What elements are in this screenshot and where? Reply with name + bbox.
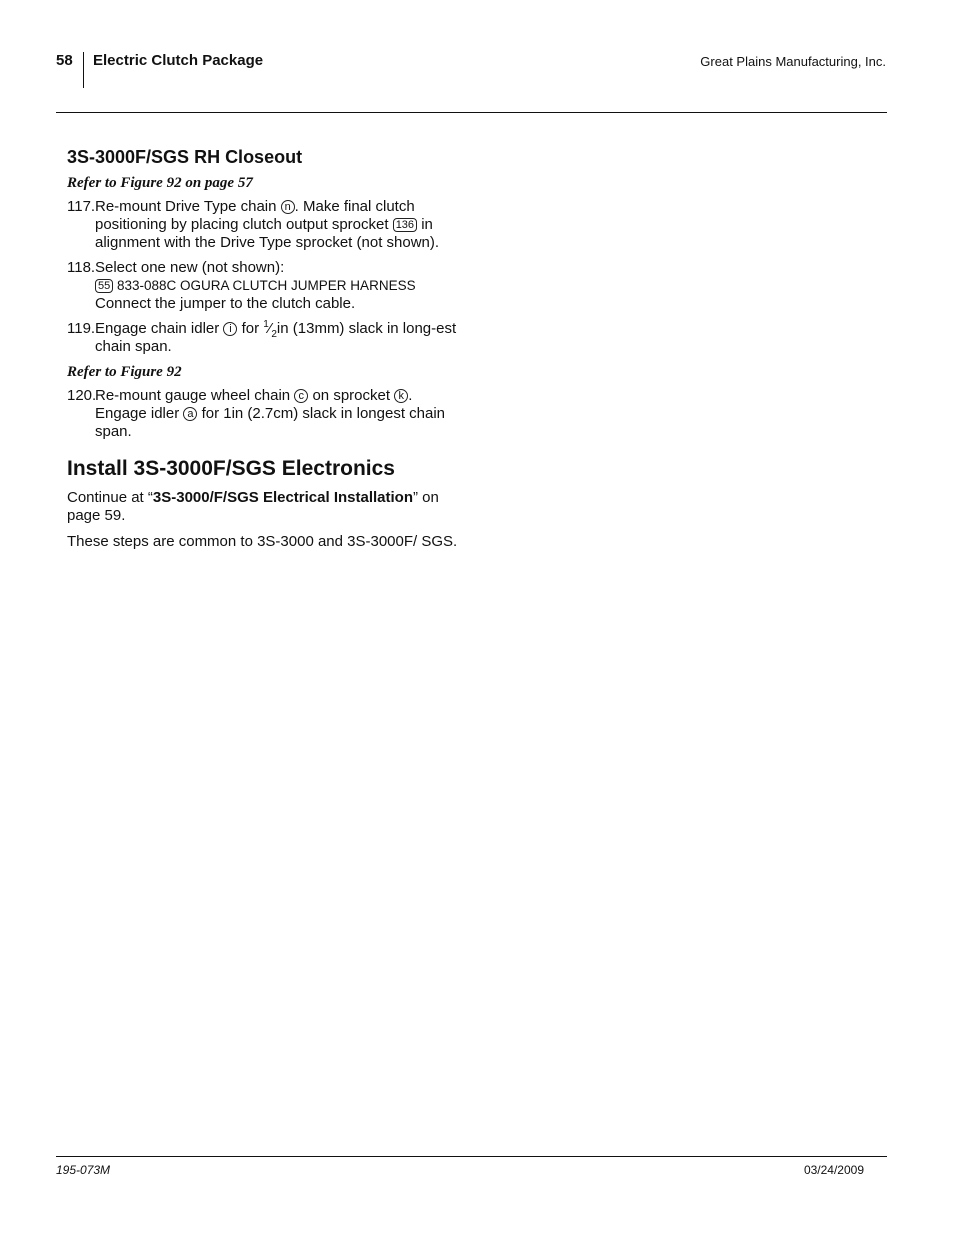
callout-k-icon: k [394,389,408,403]
callout-136-icon: 136 [393,218,417,232]
footer-rule [56,1156,887,1157]
callout-c-icon: c [294,389,308,403]
step-note: Connect the jumper to the clutch cable. [95,295,356,312]
figure-reference-2: Refer to Figure 92 [67,364,182,380]
part-line: 55 833-088C OGURA CLUTCH JUMPER HARNESS [95,278,416,293]
step-number: 120. [67,387,97,404]
step-117 [67,198,459,252]
step-120 [67,387,459,441]
callout-n-icon: n [281,200,295,214]
closeout-heading: 3S-3000F/SGS RH Closeout [67,147,303,167]
step-text: Re-mount gauge wheel chain c on sprocket k . Engage idler a for 1in (2.7cm) slack in longest chain span. [95,387,446,440]
cross-reference-link[interactable]: 3S-3000/F/SGS Electrical Installation [152,489,413,506]
step-text: Re-mount Drive Type chain n . Make final clutch positioning by placing clutch output sprocket 136 in alignment with the Drive Type sprocket (not shown). [95,198,440,251]
callout-55-icon: 55 [95,279,113,293]
page-number: 58 [56,52,73,69]
step-text: Engage chain idler i for $^1⁄_2in$ (13mm) slack in long-est chain span. [95,319,457,355]
step-number: 117. [67,198,96,215]
section-title: Electric Clutch Package [93,52,264,69]
company-name: Great Plains Manufacturing, Inc. [700,54,886,69]
document-date: 03/24/2009 [803,1163,864,1177]
document-id: 195-073M [56,1163,111,1177]
callout-i-icon: i [223,322,237,336]
fraction-denominator: 2 [271,329,277,340]
header-divider [83,52,84,88]
step-text: Select one new (not shown): 55 833-088C OGURA CLUTCH JUMPER HARNESS Connect the jumper to the clutch cable. [95,259,416,312]
header-rule [56,112,887,113]
step-number: 119. [67,320,96,337]
install-heading: Install 3S-3000F/SGS Electronics [67,457,395,480]
continue-paragraph: Continue at “3S-3000/F/SGS Electrical Installation” on page 59. [67,489,439,524]
step-119 [67,320,459,356]
figure-reference: Refer to Figure 92 on page 57 [67,175,253,191]
step-118 [67,259,459,313]
fraction-numerator: 1 [263,319,269,330]
main-column [67,146,459,559]
step-number: 118. [67,259,96,276]
callout-a-icon: a [183,407,197,421]
common-note: These steps are common to 3S-3000 and 3S-3000F/ SGS. [67,533,458,550]
